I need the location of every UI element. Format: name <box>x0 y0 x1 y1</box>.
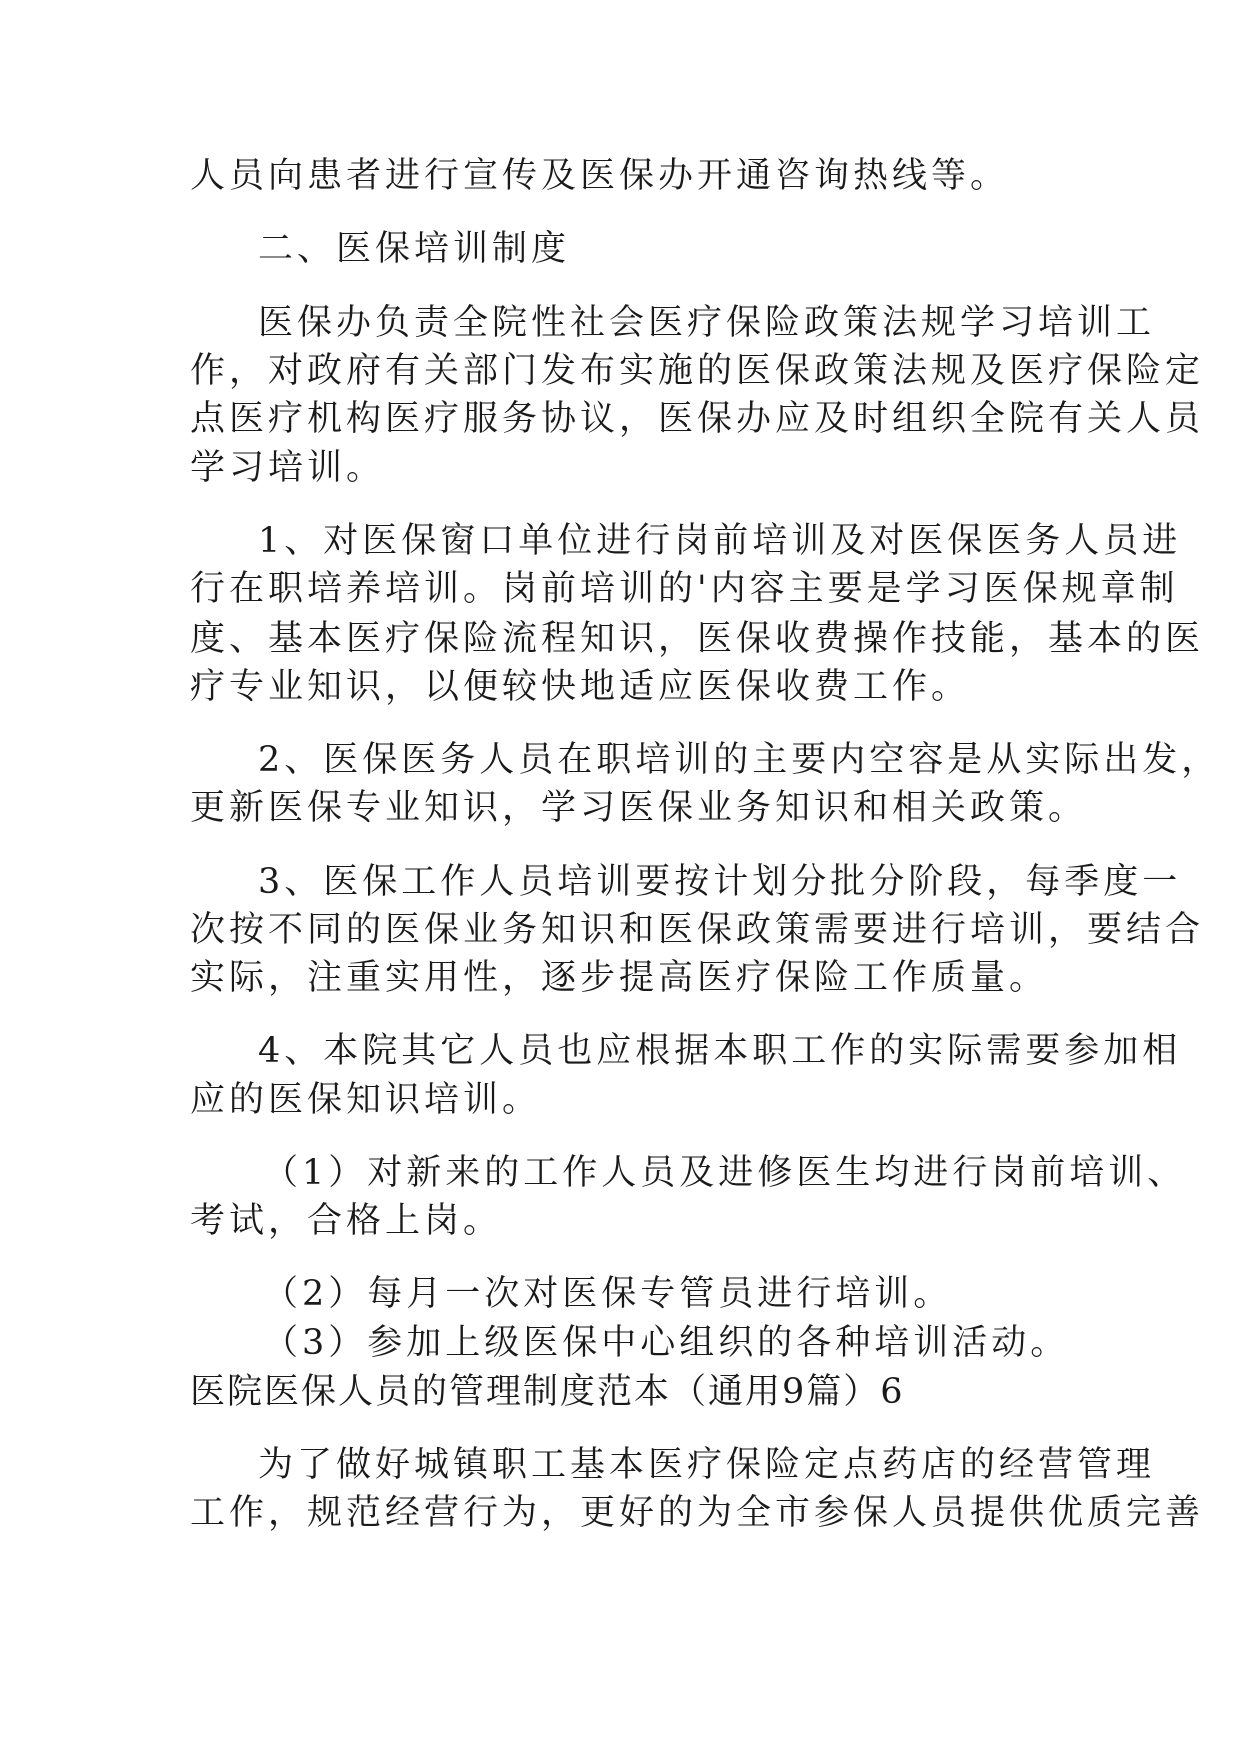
text-line: 实际，注重实用性，逐步提高医疗保险工作质量。 <box>190 958 1049 998</box>
text-line: 工作，规范经营行为，更好的为全市参保人员提供优质完善 <box>190 1493 1205 1533</box>
text-line: 2、医保医务人员在职培训的主要内空容是从实际出发， <box>258 740 1221 780</box>
text-line: 行在职培养培训。岗前培训的'内容主要是学习医保规章制 <box>190 569 1179 609</box>
text-line: 次按不同的医保业务知识和医保政策需要进行培训，要结合 <box>190 910 1205 950</box>
text-line: （1）对新来的工作人员及进修医生均进行岗前培训、 <box>263 1153 1187 1193</box>
text-line: 3、医保工作人员培训要按计划分批分阶段，每季度一 <box>258 862 1182 902</box>
text-line: 度、基本医疗保险流程知识，医保收费操作技能，基本的医 <box>190 619 1205 659</box>
article-title: 医院医保人员的管理制度范本（通用9篇）6 <box>190 1372 905 1412</box>
text-line: （3）参加上级医保中心组织的各种培训活动。 <box>263 1323 1070 1363</box>
text-line: 应的医保知识培训。 <box>190 1080 542 1120</box>
text-line: 医保办负责全院性社会医疗保险政策法规学习培训工 <box>258 303 1156 343</box>
text-line: （2）每月一次对医保专管员进行培训。 <box>263 1274 953 1314</box>
text-line: 点医疗机构医疗服务协议，医保办应及时组织全院有关人员 <box>190 399 1205 439</box>
text-line: 作，对政府有关部门发布实施的医保政策法规及医疗保险定 <box>190 351 1205 391</box>
text-line: 为了做好城镇职工基本医疗保险定点药店的经营管理 <box>258 1445 1156 1485</box>
text-line: 1、对医保窗口单位进行岗前培训及对医保医务人员进 <box>258 521 1182 561</box>
text-line: 考试，合格上岗。 <box>190 1201 503 1241</box>
text-line: 学习培训。 <box>190 448 386 488</box>
text-line: 人员向患者进行宣传及医保办开通咨询热线等。 <box>190 156 1010 196</box>
section-heading: 二、医保培训制度 <box>258 229 571 269</box>
text-line: 4、本院其它人员也应根据本职工作的实际需要参加相 <box>258 1031 1182 1071</box>
text-line: 疗专业知识，以便较快地适应医保收费工作。 <box>190 667 971 707</box>
text-line: 更新医保专业知识，学习医保业务知识和相关政策。 <box>190 788 1088 828</box>
